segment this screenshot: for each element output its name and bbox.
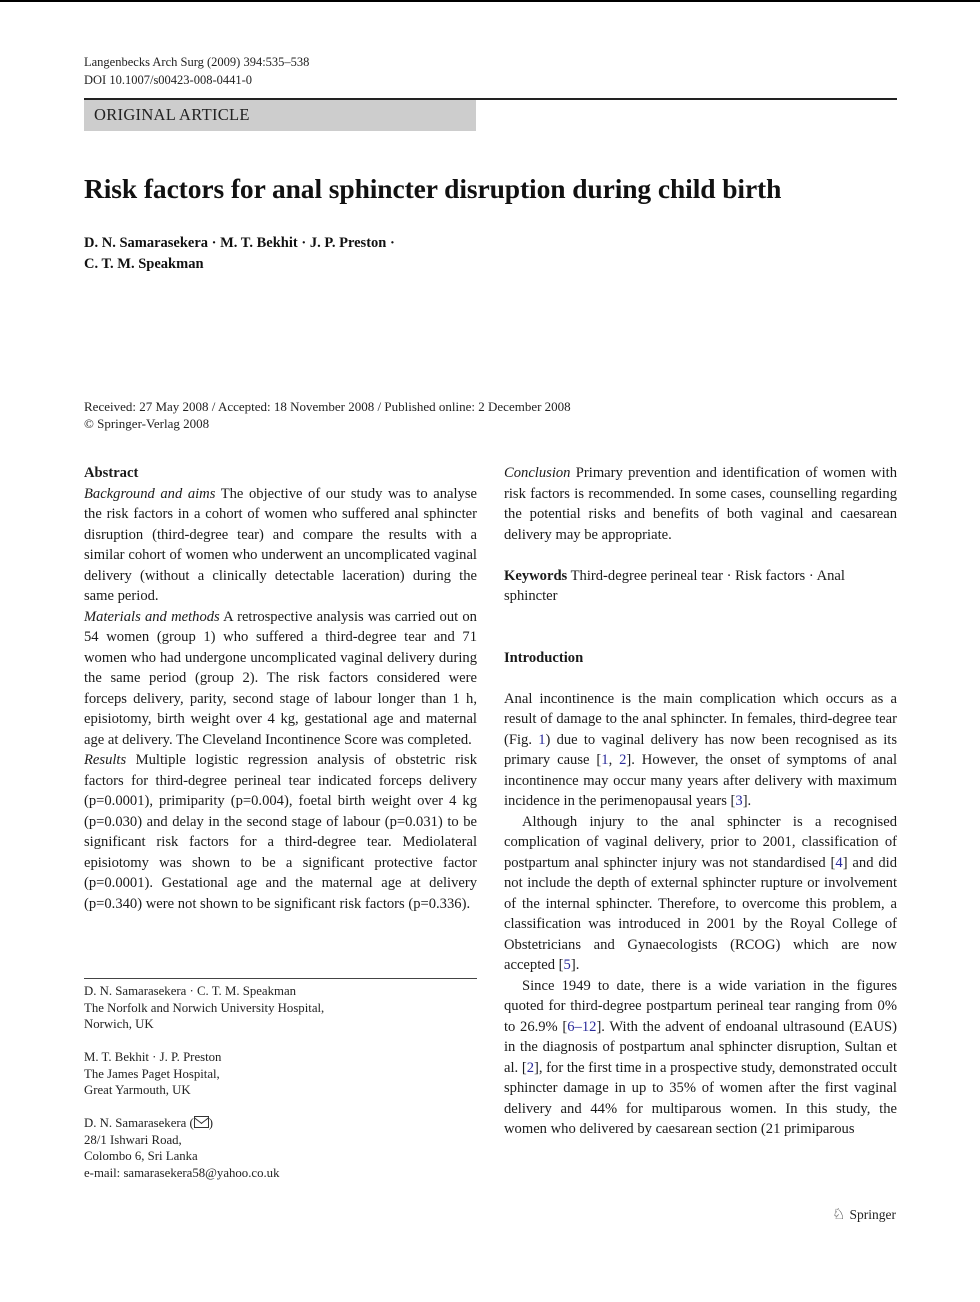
keywords bbox=[504, 566, 897, 607]
top-border bbox=[0, 0, 980, 2]
citation-link[interactable]: 4 bbox=[835, 854, 843, 871]
results-text: Multiple logistic regression analysis of obstetric risk factors for third-degree perineal tear indicated forceps delivery (p=0.0001), primiparity (p=0.004), foetal birth weight over 4 kg (p=0.030) and delay in the second stage of labour (p=0.031) to be significant risk factors for a third-degree tear. Mediolateral episiotomy was shown to be a significant protective factor (p=0.0001). Gestational age and the maternal age at delivery (p=0.340) were not shown to be significant risk factors (p=0.336). bbox=[84, 752, 477, 912]
text: Although injury to the anal sphincter is a recognised complication of vaginal delivery, prior to 2001, classification of postpartum anal sphincter injury was not standardised [ bbox=[504, 813, 897, 871]
figure-link[interactable]: 1 bbox=[538, 731, 546, 748]
background-label: Background and aims bbox=[84, 485, 216, 502]
conclusion-text: Primary prevention and identification of women with risk factors is recommended. In some cases, counselling regarding the potential risks and benefits of both vaginal and caesarean delivery may be appropriate. bbox=[504, 465, 897, 543]
article-type-band bbox=[84, 100, 476, 131]
affiliation-2 bbox=[84, 1049, 324, 1099]
text: ], for the first time in a prospective study, demonstrated occult sphincter damage in up to 35% of women after the first vaginal delivery and 44% for multiparous women. In this study, the women who delivered by caesarean section (21 primiparous bbox=[504, 1059, 897, 1137]
text: ] and did not include the depth of external sphincter rupture or involvement of the internal sphincter. Therefore, to overcome this problem, a classification was introduced in 2001 by the Royal College of Obstetricians and Gynaecologists (RCOG) which are now accepted [ bbox=[504, 854, 897, 973]
affiliation-location: Norwich, UK bbox=[84, 1017, 154, 1031]
methods-text: A retrospective analysis was carried out on 54 women (group 1) who suffered a third-degree tear and 71 women who had undergone uncomplicated vaginal delivery during the same period (group 2). The risk factors considered were forceps delivery, parity, second stage of labour longer than 1 h, episiotomy, birth weight over 4 kg, gestational age and maternal age at delivery. The Cleveland Incontinence Score was completed. bbox=[84, 608, 477, 748]
citation-link[interactable]: 6–12 bbox=[567, 1018, 597, 1035]
publication-dates bbox=[84, 398, 571, 432]
corresponding-author bbox=[84, 1115, 324, 1132]
email[interactable]: e-mail: samarasekera58@yahoo.co.uk bbox=[84, 1165, 280, 1180]
citation-link[interactable]: 2 bbox=[619, 752, 627, 768]
abstract-heading: Abstract bbox=[84, 465, 139, 481]
citation-link[interactable]: 1 bbox=[601, 752, 609, 768]
copyright: © Springer-Verlag 2008 bbox=[84, 416, 210, 431]
background-text: The objective of our study was to analyse the risk factors in a cohort of women who suffered anal sphincter disruption (third-degree tear) and compare the results with a similar cohort of women who underwent an uncomplicated vaginal delivery (without a clinically detectable laceration) during the same period. bbox=[84, 485, 477, 604]
article-title: Risk factors for anal sphincter disruption during child birth bbox=[84, 173, 782, 204]
abstract-methods bbox=[84, 607, 477, 751]
publisher-logo bbox=[832, 1207, 896, 1223]
citation-link[interactable]: 2 bbox=[526, 1059, 534, 1076]
abstract-results bbox=[84, 750, 477, 914]
address-line-2: Colombo 6, Sri Lanka bbox=[84, 1149, 198, 1163]
text: ]. However, the onset of symptoms of anal incontinence may occur many years after delivery with maximum incidence in the perimenopausal years [ bbox=[504, 752, 898, 809]
conclusion-label: Conclusion bbox=[504, 465, 571, 481]
results-label: Results bbox=[84, 752, 127, 768]
keywords-label: Keywords bbox=[504, 567, 568, 584]
intro-paragraph-2 bbox=[504, 812, 897, 976]
right-column bbox=[504, 463, 897, 1140]
text: ]. bbox=[742, 793, 752, 809]
citation-link[interactable]: 3 bbox=[735, 793, 743, 809]
date-history: Received: 27 May 2008 / Accepted: 18 November 2008 / Published online: 2 December 2008 bbox=[84, 399, 571, 414]
article-type: ORIGINAL ARTICLE bbox=[94, 105, 250, 124]
journal-citation: Langenbecks Arch Surg (2009) 394:535–538 bbox=[84, 55, 310, 69]
abstract-conclusion bbox=[504, 463, 897, 545]
authors-line-1: D. N. Samarasekera · M. T. Bekhit · J. P. Preston · bbox=[84, 235, 395, 251]
springer-knight-icon: ♘ bbox=[832, 1206, 846, 1223]
text: ]. bbox=[570, 957, 580, 973]
abstract-background bbox=[84, 484, 477, 607]
doi[interactable]: DOI 10.1007/s00423-008-0441-0 bbox=[84, 73, 253, 87]
authors-line-2: C. T. M. Speakman bbox=[84, 256, 204, 272]
affiliations bbox=[84, 983, 324, 1181]
text: ]. With the advent of endoanal ultrasound (EAUS) in the diagnosis of postpartum anal sphincter disruption, Sultan et al. [ bbox=[504, 1018, 897, 1076]
affiliation-1 bbox=[84, 983, 324, 1033]
intro-paragraph-1 bbox=[504, 689, 897, 812]
footnote-rule bbox=[84, 978, 477, 979]
author-list bbox=[84, 233, 395, 275]
affiliation-institution: The Norfolk and Norwich University Hospital, bbox=[84, 1000, 325, 1015]
text: Since 1949 to date, there is a wide variation in the figures quoted for third-degree postpartum perineal tear ranging from 0% to 26.9% [ bbox=[504, 977, 897, 1035]
methods-label: Materials and methods bbox=[84, 608, 220, 625]
citation-link[interactable]: 5 bbox=[563, 957, 571, 973]
corresponding-paren: ) bbox=[208, 1116, 214, 1130]
keywords-text: Third-degree perineal tear · Risk factors · Anal sphincter bbox=[504, 567, 845, 604]
affiliation-names: D. N. Samarasekera · C. T. M. Speakman bbox=[84, 984, 297, 998]
corresponding-name: D. N. Samarasekera ( bbox=[84, 1116, 194, 1130]
text: ) due to vaginal delivery has now been recognised as its primary cause [ bbox=[504, 731, 897, 768]
text: , bbox=[608, 752, 620, 768]
envelope-icon bbox=[194, 1116, 209, 1128]
text: Anal incontinence is the main complication which occurs as a result of damage to the anal sphincter. In females, third-degree tear (Fig. bbox=[504, 690, 897, 748]
introduction-heading: Introduction bbox=[504, 649, 584, 666]
journal-header bbox=[84, 53, 309, 89]
affiliation-names: M. T. Bekhit · J. P. Preston bbox=[84, 1050, 222, 1064]
correspondence bbox=[84, 1115, 324, 1181]
intro-paragraph-3 bbox=[504, 976, 897, 1140]
left-column bbox=[84, 463, 477, 914]
affiliation-institution: The James Paget Hospital, bbox=[84, 1066, 220, 1081]
address-line-1: 28/1 Ishwari Road, bbox=[84, 1132, 182, 1147]
publisher-name: Springer bbox=[849, 1207, 896, 1222]
affiliation-location: Great Yarmouth, UK bbox=[84, 1083, 191, 1097]
